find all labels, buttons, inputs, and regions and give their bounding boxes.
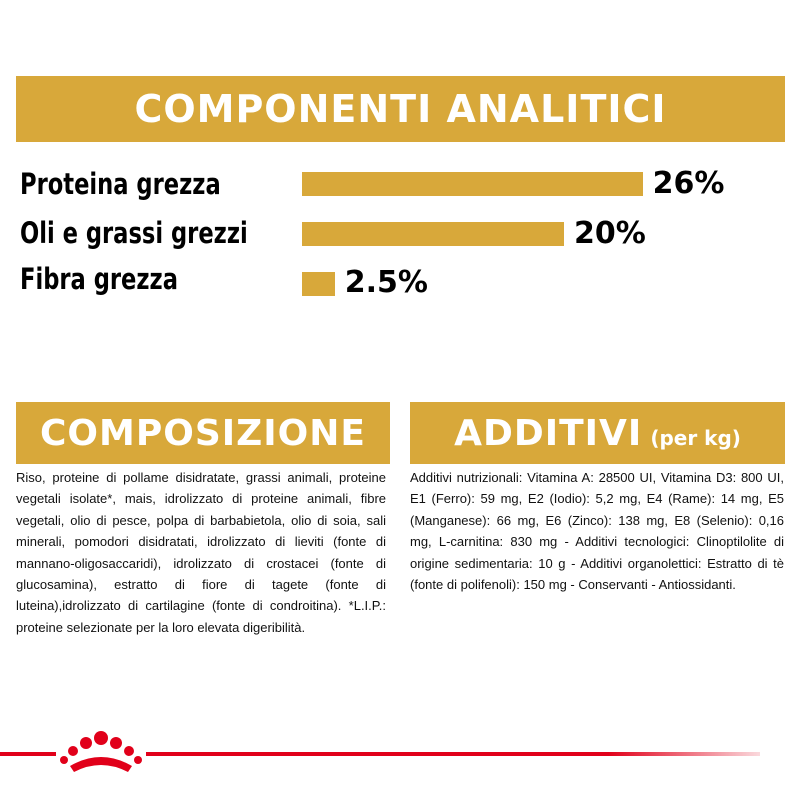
nutrient-bar-fiber — [302, 272, 335, 296]
nutrient-bar-fat — [302, 222, 564, 246]
nutrient-value-fat: 20% — [574, 216, 646, 251]
analytic-components-title: COMPONENTI ANALITICI — [134, 87, 667, 131]
composition-text: Riso, proteine di pollame disidratate, grassi animali, proteine vegetali isolate*, mais, idrolizzato di proteine animali, fibre vegetali, olio di pesce, polpa di barbabietola, olio di soia, sali minerali, pomodori disidratati, idrolizzato di lieviti (fonte di mannano-oligosaccaridi), idrolizzato di crostacei (fonte di glucosamina), estratto di fiore di tagete (fonte di luteina),idrolizzato di cartilagine (fonte di condroitina). *L.I.P.: proteine selezionate per la loro elevata digeribilità. — [16, 470, 386, 635]
nutrient-bar-protein — [302, 172, 643, 196]
additives-unit: (per kg) — [650, 426, 741, 450]
composition-title: COMPOSIZIONE — [40, 412, 366, 454]
additives-text: Additivi nutrizionali: Vitamina A: 28500 UI, Vitamina D3: 800 UI, E1 (Ferro): 59 mg, E2 (Iodio): 5,2 mg, E4 (Rame): 14 mg, E5 (Manganese): 66 mg, E6 (Zinco): 138 mg, E8 (Selenio): 0,16 mg, L-carnitina: 830 mg - Additivi tecnologici: Clinoptilolite di origine sedimentaria: 10 g - Additivi organolettici: Estratto di tè (fonte di polifenoli): 150 mg - Conservanti - Antiossidanti. — [410, 470, 784, 593]
nutrient-label-fat: Oli e grassi grezzi — [20, 216, 248, 250]
royal-canin-crown-icon — [56, 726, 146, 776]
additives-banner — [410, 402, 785, 464]
additives-title: ADDITIVI — [454, 412, 643, 454]
nutrient-label-fiber: Fibra grezza — [20, 262, 178, 296]
analytic-components-banner — [16, 76, 785, 142]
nutrient-value-fiber: 2.5% — [344, 265, 428, 300]
nutrient-value-protein: 26% — [652, 166, 725, 201]
composition-banner — [16, 402, 390, 464]
nutrient-label-protein: Proteina grezza — [20, 167, 221, 201]
